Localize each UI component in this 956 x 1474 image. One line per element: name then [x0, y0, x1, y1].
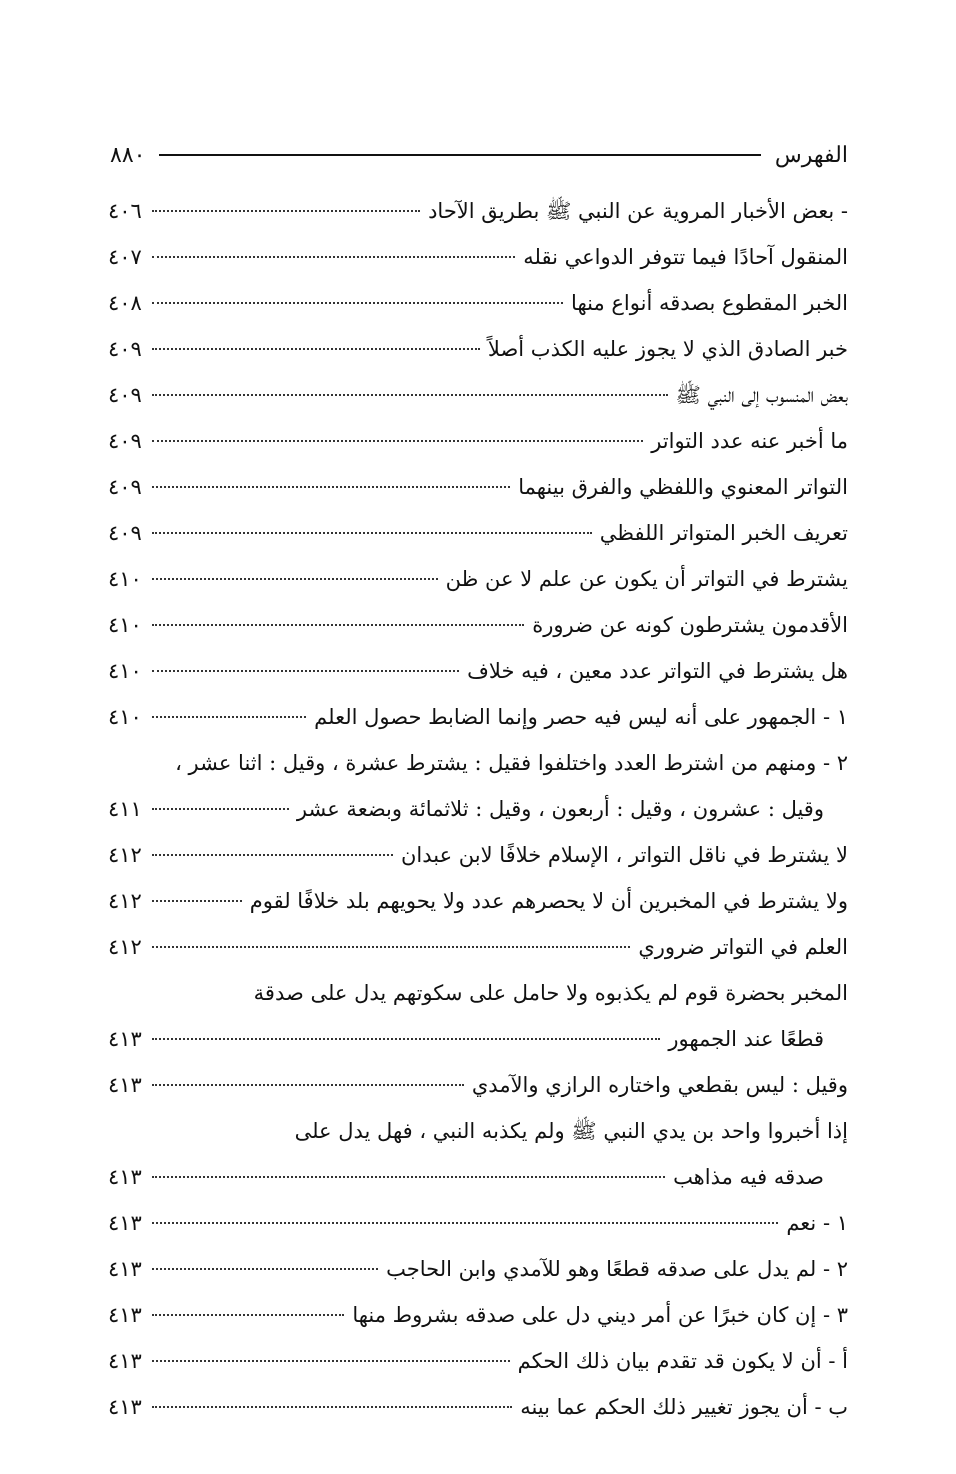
- entry-text: ولا يشترط في المخبرين أن لا يحصرهم عدد ولا يحويهم بلد خلافًا لقوم: [249, 889, 848, 913]
- entry-text: ١ - الجمهور على أنه ليس فيه حصر وإنما الضابط حصول العلم: [314, 705, 848, 729]
- entry-text: المخبر بحضرة قوم لم يكذبوه ولا حامل على سكوتهم يدل على صدقة: [253, 981, 848, 1005]
- dot-leader: [152, 1222, 778, 1224]
- dot-leader: [152, 1360, 510, 1362]
- entry-page-number: ٤١٣: [108, 1027, 142, 1051]
- entry-page-number: ٤٠٩: [108, 337, 142, 361]
- entry-page-number: ٤١١: [108, 797, 142, 821]
- entry-page-number: ٤١٣: [108, 1257, 142, 1281]
- entry-text: وقيل : ليس بقطعي واختاره الرازي والآمدي: [471, 1073, 848, 1097]
- entry-text: تعريف الخبر المتواتر اللفظي: [599, 521, 848, 545]
- entry-page-number: ٤٠٦: [108, 199, 142, 223]
- entry-text: إذا أخبروا واحد بن يدي النبي ﷺ ولم يكذبه النبي ، فهل يدل على: [294, 1119, 848, 1143]
- entry-page-number: ٤١٣: [108, 1349, 142, 1373]
- entry-page-number: ٤٠٩: [108, 521, 142, 545]
- entry-text: صدقه فيه مذاهب: [673, 1165, 824, 1189]
- index-entry: [108, 924, 848, 970]
- entry-text: أ - أن لا يكون قد تقدم بيان ذلك الحكم: [517, 1349, 848, 1373]
- index-entry: [108, 1016, 848, 1062]
- entry-page-number: ٤١٣: [108, 1165, 142, 1189]
- dot-leader: [152, 1176, 665, 1178]
- entry-page-number: ٤١٠: [108, 705, 142, 729]
- entry-page-number: ٤٠٨: [108, 291, 142, 315]
- dot-leader: [152, 716, 306, 718]
- index-entry: [108, 280, 848, 326]
- entry-page-number: ٤١٣: [108, 1211, 142, 1235]
- dot-leader: [152, 440, 643, 442]
- entry-page-number: ٤٠٩: [108, 429, 142, 453]
- dot-leader: [152, 1314, 344, 1316]
- page-header: [110, 140, 848, 170]
- entry-text: - بعض الأخبار المروية عن النبي ﷺ بطريق الآحاد: [428, 199, 848, 223]
- index-entry: [108, 648, 848, 694]
- running-title: الفهرس: [774, 142, 848, 168]
- entry-text: ما أخبر عنه عدد التواتر: [651, 429, 848, 453]
- index-entry: [108, 556, 848, 602]
- index-list: [108, 188, 848, 1430]
- dot-leader: [152, 1268, 378, 1270]
- dot-leader: [152, 946, 630, 948]
- entry-text: هل يشترط في التواتر عدد معين ، فيه خلاف: [467, 659, 848, 683]
- dot-leader: [152, 348, 480, 350]
- dot-leader: [152, 302, 563, 304]
- dot-leader: [152, 256, 515, 258]
- entry-page-number: ٤٠٩: [108, 475, 142, 499]
- index-entry: [108, 694, 848, 740]
- dot-leader: [152, 578, 438, 580]
- entry-text: التواتر المعنوي واللفظي والفرق بينهما: [518, 475, 848, 499]
- page-number: ٨٨٠: [110, 142, 146, 168]
- index-entry: [108, 1292, 848, 1338]
- index-entry: [108, 1384, 848, 1430]
- dot-leader: [152, 854, 393, 856]
- entry-text: العلم في التواتر ضروري: [638, 935, 848, 959]
- index-entry: [108, 1200, 848, 1246]
- index-entry: [108, 786, 848, 832]
- dot-leader: [152, 900, 242, 902]
- entry-text: الخبر المقطوع بصدقه أنواع منها: [571, 291, 848, 315]
- entry-page-number: ٤١٠: [108, 567, 142, 591]
- dot-leader: [152, 1084, 464, 1086]
- index-entry: [108, 878, 848, 924]
- entry-text: ب - أن يجوز تغيير ذلك الحكم عما بينه: [520, 1395, 848, 1419]
- entry-page-number: ٤٠٩: [108, 383, 142, 407]
- dot-leader: [152, 624, 524, 626]
- entry-page-number: ٤١٢: [108, 889, 142, 913]
- index-entry: [108, 1108, 848, 1154]
- index-entry: [108, 832, 848, 878]
- dot-leader: [152, 210, 420, 212]
- dot-leader: [152, 394, 668, 396]
- index-entry: [108, 418, 848, 464]
- entry-text: خبر الصادق الذي لا يجوز عليه الكذب أصلاً: [487, 337, 848, 361]
- entry-page-number: ٤١٠: [108, 659, 142, 683]
- entry-text: قطعًا عند الجمهور: [668, 1027, 824, 1051]
- index-entry: [108, 740, 848, 786]
- dot-leader: [152, 1406, 512, 1408]
- dot-leader: [152, 670, 459, 672]
- index-entry: [108, 326, 848, 372]
- entry-page-number: ٤١٣: [108, 1395, 142, 1419]
- entry-page-number: ٤١٢: [108, 843, 142, 867]
- index-entry: [108, 510, 848, 556]
- dot-leader: [152, 532, 592, 534]
- entry-text: وقيل : عشرون ، وقيل : أربعون ، وقيل : ثلاثمائة وبضعة عشر: [296, 797, 824, 821]
- entry-page-number: ٤١٣: [108, 1073, 142, 1097]
- entry-text: يشترط في التواتر أن يكون عن علم لا عن ظن: [445, 567, 848, 591]
- dot-leader: [152, 1038, 660, 1040]
- header-rule: [159, 154, 760, 156]
- dot-leader: [152, 808, 289, 810]
- dot-leader: [152, 486, 510, 488]
- index-entry: [108, 970, 848, 1016]
- index-entry: [108, 1154, 848, 1200]
- entry-text: الأقدمون يشترطون كونه عن ضرورة: [532, 613, 848, 637]
- entry-text: ١ - نعم: [786, 1211, 848, 1235]
- index-entry: [108, 1338, 848, 1384]
- index-entry: [108, 464, 848, 510]
- entry-text: بعض المنسوب إلى النبي ﷺ: [675, 383, 848, 407]
- entry-page-number: ٤١٠: [108, 613, 142, 637]
- index-entry: [108, 602, 848, 648]
- index-entry: [108, 372, 848, 418]
- entry-text: ٢ - لم يدل على صدقه قطعًا وهو للآمدي وابن الحاجب: [386, 1257, 848, 1281]
- entry-page-number: ٤١٢: [108, 935, 142, 959]
- entry-text: ٢ - ومنهم من اشترط العدد واختلفوا فقيل : يشترط عشرة ، وقيل : اثنا عشر ،: [175, 751, 848, 775]
- entry-text: ٣ - إن كان خبرًا عن أمر ديني دل على صدقه بشروط منها: [352, 1303, 848, 1327]
- index-entry: [108, 1246, 848, 1292]
- entry-text: لا يشترط في ناقل التواتر ، الإسلام خلافًا لابن عبدان: [400, 843, 848, 867]
- entry-page-number: ٤٠٧: [108, 245, 142, 269]
- entry-page-number: ٤١٣: [108, 1303, 142, 1327]
- entry-text: المنقول آحادًا فيما تتوفر الدواعي نقله: [523, 245, 848, 269]
- index-entry: [108, 1062, 848, 1108]
- index-entry: [108, 188, 848, 234]
- index-entry: [108, 234, 848, 280]
